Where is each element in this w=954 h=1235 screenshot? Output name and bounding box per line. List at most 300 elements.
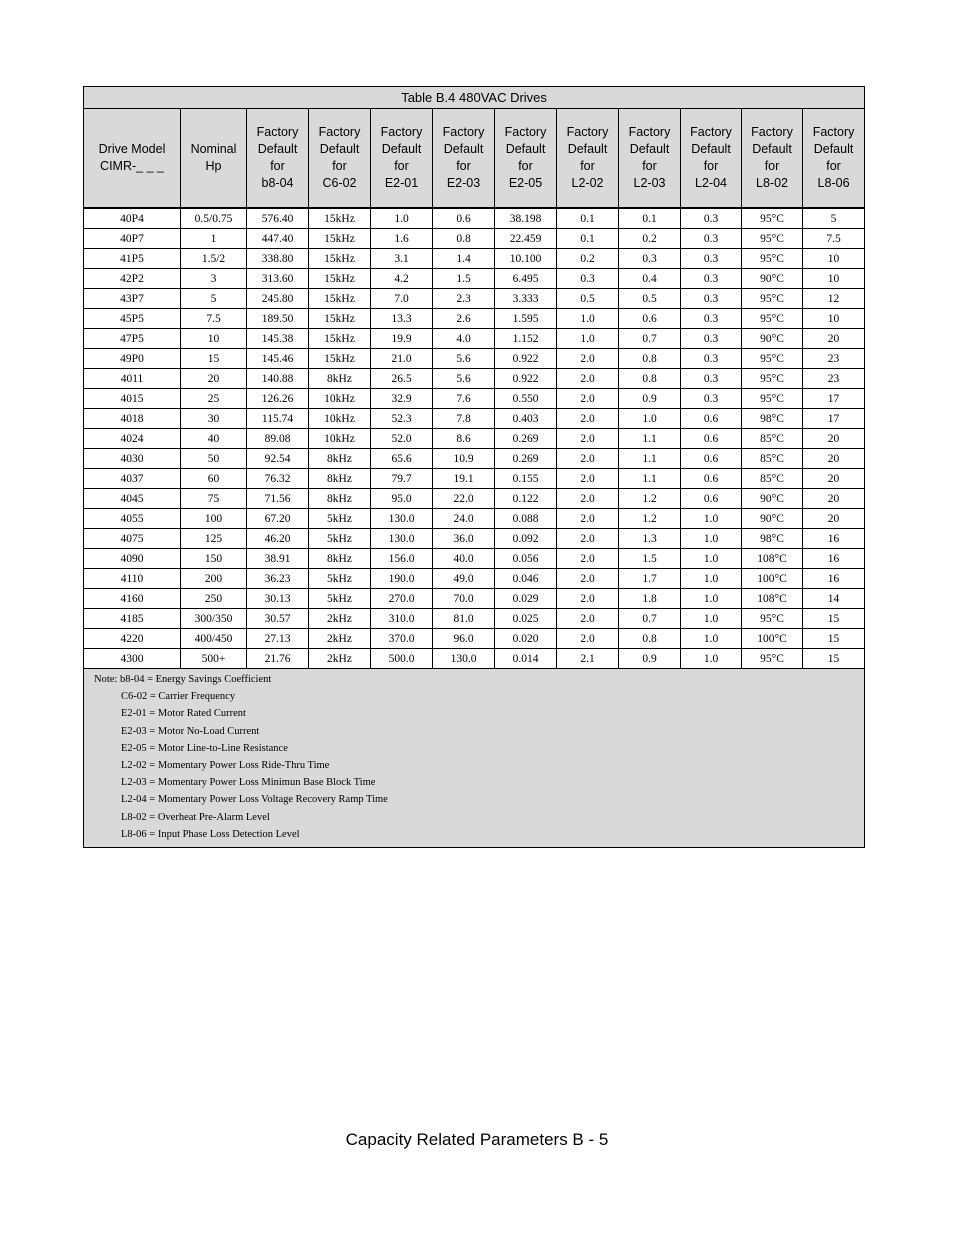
table-cell: 0.8	[619, 369, 681, 389]
table-cell: 15	[803, 649, 865, 669]
page-footer: Capacity Related Parameters B - 5	[345, 1130, 609, 1149]
note-line: E2-01 = Motor Rated Current	[121, 708, 246, 720]
table-row	[84, 469, 865, 489]
table-cell: 0.3	[557, 269, 619, 289]
note-line: L8-02 = Overheat Pre-Alarm Level	[121, 811, 270, 823]
table-cell: 15kHz	[309, 309, 371, 329]
table-cell: 4018	[84, 409, 181, 429]
table-cell: 21.76	[247, 649, 309, 669]
table-cell: 85°C	[742, 469, 803, 489]
table-cell: 15kHz	[309, 229, 371, 249]
table-cell: 52.3	[371, 409, 433, 429]
table-notes	[84, 669, 865, 848]
table-row	[84, 489, 865, 509]
table-cell: 0.2	[619, 229, 681, 249]
table-cell: 2.0	[557, 569, 619, 589]
table-row	[84, 429, 865, 449]
table-cell: 30.13	[247, 589, 309, 609]
table-cell: 45P5	[84, 309, 181, 329]
table-cell: 5kHz	[309, 529, 371, 549]
table-cell: 40.0	[433, 549, 495, 569]
table-cell: 40	[181, 429, 247, 449]
drive-parameters-table	[83, 86, 865, 848]
table-cell: 0.6	[681, 409, 742, 429]
table-cell: 2.0	[557, 549, 619, 569]
table-cell: 313.60	[247, 269, 309, 289]
table-cell: 52.0	[371, 429, 433, 449]
table-cell: 36.23	[247, 569, 309, 589]
table-cell: 2.0	[557, 529, 619, 549]
table-cell: 0.9	[619, 649, 681, 669]
table-row	[84, 269, 865, 289]
table-row	[84, 629, 865, 649]
table-cell: 370.0	[371, 629, 433, 649]
table-cell: 2.0	[557, 629, 619, 649]
table-cell: 20	[803, 429, 865, 449]
table-cell: 2.0	[557, 369, 619, 389]
table-cell: 49P0	[84, 349, 181, 369]
note-line: C6-02 = Carrier Frequency	[121, 691, 236, 703]
table-cell: 0.550	[495, 389, 557, 409]
table-cell: 190.0	[371, 569, 433, 589]
table-cell: 10kHz	[309, 429, 371, 449]
table-cell: 25	[181, 389, 247, 409]
note-line: L2-02 = Momentary Power Loss Ride-Thru Time	[121, 759, 330, 771]
table-cell: 8kHz	[309, 449, 371, 469]
table-cell: 17	[803, 409, 865, 429]
table-row	[84, 309, 865, 329]
table-cell: 95°C	[742, 229, 803, 249]
table-cell: 40P7	[84, 229, 181, 249]
column-header: Factory Default for L2-02	[557, 109, 619, 208]
table-row	[84, 389, 865, 409]
table-cell: 245.80	[247, 289, 309, 309]
table-cell: 100°C	[742, 629, 803, 649]
table-row	[84, 529, 865, 549]
table-cell: 2.0	[557, 509, 619, 529]
table-cell: 47P5	[84, 329, 181, 349]
table-row	[84, 289, 865, 309]
table-cell: 0.269	[495, 429, 557, 449]
table-cell: 17	[803, 389, 865, 409]
note-line: L2-04 = Momentary Power Loss Voltage Recovery Ramp Time	[121, 794, 388, 806]
table-cell: 100	[181, 509, 247, 529]
table-cell: 1.0	[619, 409, 681, 429]
table-cell: 1.0	[681, 589, 742, 609]
table-cell: 95°C	[742, 649, 803, 669]
table-cell: 2.0	[557, 489, 619, 509]
table-cell: 4011	[84, 369, 181, 389]
table-cell: 30.57	[247, 609, 309, 629]
table-cell: 95°C	[742, 369, 803, 389]
table-cell: 0.5/0.75	[181, 209, 247, 229]
table-cell: 95°C	[742, 249, 803, 269]
table-cell: 1.0	[681, 629, 742, 649]
table-cell: 5.6	[433, 349, 495, 369]
table-cell: 0.8	[433, 229, 495, 249]
note-line: L2-03 = Momentary Power Loss Minimun Base Block Time	[121, 777, 376, 789]
table-cell: 4075	[84, 529, 181, 549]
table-cell: 10.9	[433, 449, 495, 469]
table-cell: 4037	[84, 469, 181, 489]
table-cell: 14	[803, 589, 865, 609]
table-cell: 2.0	[557, 409, 619, 429]
table-cell: 3.333	[495, 289, 557, 309]
table-cell: 0.8	[619, 349, 681, 369]
table-cell: 6.495	[495, 269, 557, 289]
table-cell: 2.6	[433, 309, 495, 329]
table-cell: 4160	[84, 589, 181, 609]
table-cell: 1.8	[619, 589, 681, 609]
table-cell: 1.0	[681, 529, 742, 549]
column-header: Factory Default for b8-04	[247, 109, 309, 208]
table-cell: 4.2	[371, 269, 433, 289]
table-cell: 125	[181, 529, 247, 549]
table-cell: 200	[181, 569, 247, 589]
column-header: Drive Model CIMR-_ _ _	[84, 109, 181, 208]
table-cell: 1.5	[433, 269, 495, 289]
table-cell: 49.0	[433, 569, 495, 589]
table-cell: 0.5	[557, 289, 619, 309]
table-cell: 21.0	[371, 349, 433, 369]
table-cell: 108°C	[742, 549, 803, 569]
table-cell: 22.0	[433, 489, 495, 509]
table-cell: 20	[803, 509, 865, 529]
table-cell: 0.6	[681, 489, 742, 509]
table-row	[84, 349, 865, 369]
table-cell: 270.0	[371, 589, 433, 609]
table-cell: 95°C	[742, 209, 803, 229]
table-cell: 16	[803, 569, 865, 589]
table-cell: 0.025	[495, 609, 557, 629]
table-cell: 0.3	[619, 249, 681, 269]
table-cell: 32.9	[371, 389, 433, 409]
table-cell: 0.092	[495, 529, 557, 549]
table-cell: 95°C	[742, 289, 803, 309]
table-cell: 24.0	[433, 509, 495, 529]
table-cell: 12	[803, 289, 865, 309]
table-cell: 576.40	[247, 209, 309, 229]
table-cell: 0.1	[557, 209, 619, 229]
table-cell: 0.046	[495, 569, 557, 589]
table-cell: 13.3	[371, 309, 433, 329]
table-cell: 15	[803, 629, 865, 649]
table-cell: 0.3	[681, 369, 742, 389]
column-header: Factory Default for C6-02	[309, 109, 371, 208]
table-cell: 95°C	[742, 609, 803, 629]
table-cell: 27.13	[247, 629, 309, 649]
table-row	[84, 549, 865, 569]
table-cell: 4024	[84, 429, 181, 449]
column-header: Factory Default for E2-05	[495, 109, 557, 208]
table-cell: 95°C	[742, 309, 803, 329]
table-cell: 5	[803, 209, 865, 229]
table-cell: 85°C	[742, 429, 803, 449]
table-cell: 85°C	[742, 449, 803, 469]
table-cell: 90°C	[742, 269, 803, 289]
table-cell: 8.6	[433, 429, 495, 449]
table-cell: 1.0	[557, 329, 619, 349]
table-cell: 0.7	[619, 329, 681, 349]
table-cell: 0.056	[495, 549, 557, 569]
table-cell: 75	[181, 489, 247, 509]
table-cell: 15kHz	[309, 329, 371, 349]
table-cell: 2kHz	[309, 649, 371, 669]
table-cell: 10	[803, 249, 865, 269]
table-row	[84, 329, 865, 349]
table-cell: 23	[803, 369, 865, 389]
table-cell: 4015	[84, 389, 181, 409]
table-cell: 20	[803, 449, 865, 469]
note-line: E2-05 = Motor Line-to-Line Resistance	[121, 742, 288, 754]
table-cell: 4030	[84, 449, 181, 469]
table-cell: 16	[803, 549, 865, 569]
table-cell: 90°C	[742, 489, 803, 509]
table-cell: 1.5/2	[181, 249, 247, 269]
table-cell: 2.0	[557, 449, 619, 469]
table-cell: 2kHz	[309, 609, 371, 629]
table-cell: 0.5	[619, 289, 681, 309]
table-row	[84, 229, 865, 249]
table-cell: 19.9	[371, 329, 433, 349]
table-cell: 0.9	[619, 389, 681, 409]
table-cell: 4110	[84, 569, 181, 589]
table-cell: 4185	[84, 609, 181, 629]
table-cell: 81.0	[433, 609, 495, 629]
table-cell: 1.0	[681, 649, 742, 669]
table-cell: 2.0	[557, 429, 619, 449]
table-cell: 95°C	[742, 349, 803, 369]
table-cell: 4055	[84, 509, 181, 529]
table-body	[84, 209, 865, 669]
table-cell: 30	[181, 409, 247, 429]
table-cell: 140.88	[247, 369, 309, 389]
table-cell: 79.7	[371, 469, 433, 489]
table-cell: 1.7	[619, 569, 681, 589]
table-cell: 20	[803, 469, 865, 489]
table-cell: 0.1	[619, 209, 681, 229]
table-cell: 96.0	[433, 629, 495, 649]
table-cell: 0.403	[495, 409, 557, 429]
table-cell: 2.3	[433, 289, 495, 309]
column-header: Nominal Hp	[181, 109, 247, 208]
table-cell: 5.6	[433, 369, 495, 389]
table-cell: 0.3	[681, 309, 742, 329]
table-cell: 500+	[181, 649, 247, 669]
table-cell: 1.1	[619, 469, 681, 489]
table-cell: 22.459	[495, 229, 557, 249]
table-cell: 0.3	[681, 349, 742, 369]
table-cell: 1.0	[681, 509, 742, 529]
table-cell: 2.0	[557, 609, 619, 629]
table-row	[84, 449, 865, 469]
table-cell: 1.595	[495, 309, 557, 329]
table-cell: 0.122	[495, 489, 557, 509]
table-cell: 98°C	[742, 409, 803, 429]
table-cell: 20	[181, 369, 247, 389]
column-header: Factory Default for L2-04	[681, 109, 742, 208]
table-row	[84, 509, 865, 529]
table-row	[84, 409, 865, 429]
table-cell: 108°C	[742, 589, 803, 609]
table-cell: 0.014	[495, 649, 557, 669]
table-cell: 4.0	[433, 329, 495, 349]
table-cell: 0.020	[495, 629, 557, 649]
table-cell: 0.6	[681, 429, 742, 449]
table-cell: 0.3	[681, 329, 742, 349]
column-header: Factory Default for E2-01	[371, 109, 433, 208]
table-cell: 40P4	[84, 209, 181, 229]
table-cell: 8kHz	[309, 549, 371, 569]
table-cell: 1	[181, 229, 247, 249]
table-cell: 23	[803, 349, 865, 369]
table-cell: 36.0	[433, 529, 495, 549]
column-header: Factory Default for L2-03	[619, 109, 681, 208]
table-cell: 5	[181, 289, 247, 309]
table-cell: 15kHz	[309, 289, 371, 309]
table-cell: 71.56	[247, 489, 309, 509]
table-cell: 1.3	[619, 529, 681, 549]
table-header-row	[84, 109, 865, 208]
table-cell: 500.0	[371, 649, 433, 669]
table-cell: 0.3	[681, 269, 742, 289]
table-cell: 310.0	[371, 609, 433, 629]
table-cell: 4045	[84, 489, 181, 509]
table-cell: 447.40	[247, 229, 309, 249]
note-line: Note: b8-04 = Energy Savings Coefficient	[94, 674, 272, 685]
table-cell: 90°C	[742, 509, 803, 529]
table-cell: 400/450	[181, 629, 247, 649]
table-cell: 10	[803, 309, 865, 329]
table-cell: 0.922	[495, 349, 557, 369]
table-cell: 10kHz	[309, 389, 371, 409]
table-cell: 0.3	[681, 209, 742, 229]
note-line: L8-06 = Input Phase Loss Detection Level	[121, 828, 300, 840]
table-cell: 76.32	[247, 469, 309, 489]
column-header: Factory Default for L8-02	[742, 109, 803, 208]
table-cell: 1.6	[371, 229, 433, 249]
table-cell: 1.0	[371, 209, 433, 229]
table-cell: 0.922	[495, 369, 557, 389]
table-cell: 150	[181, 549, 247, 569]
table-cell: 0.3	[681, 389, 742, 409]
table-cell: 42P2	[84, 269, 181, 289]
table-cell: 15	[181, 349, 247, 369]
table-cell: 19.1	[433, 469, 495, 489]
table-cell: 130.0	[371, 509, 433, 529]
table-cell: 43P7	[84, 289, 181, 309]
table-cell: 8kHz	[309, 369, 371, 389]
table-cell: 15kHz	[309, 249, 371, 269]
table-row	[84, 249, 865, 269]
table-cell: 130.0	[433, 649, 495, 669]
table-row	[84, 369, 865, 389]
table-cell: 95.0	[371, 489, 433, 509]
table-cell: 7.8	[433, 409, 495, 429]
table-cell: 1.1	[619, 449, 681, 469]
table-cell: 338.80	[247, 249, 309, 269]
table-cell: 0.6	[619, 309, 681, 329]
table-cell: 67.20	[247, 509, 309, 529]
table-cell: 0.7	[619, 609, 681, 629]
table-cell: 92.54	[247, 449, 309, 469]
table-cell: 1.0	[681, 569, 742, 589]
table-cell: 8kHz	[309, 469, 371, 489]
table-cell: 3.1	[371, 249, 433, 269]
table-cell: 4220	[84, 629, 181, 649]
table-cell: 60	[181, 469, 247, 489]
table-cell: 1.1	[619, 429, 681, 449]
table-cell: 156.0	[371, 549, 433, 569]
table-cell: 1.5	[619, 549, 681, 569]
table-cell: 38.198	[495, 209, 557, 229]
table-row	[84, 589, 865, 609]
table-cell: 7.6	[433, 389, 495, 409]
table-cell: 5kHz	[309, 589, 371, 609]
table-cell: 0.029	[495, 589, 557, 609]
table-cell: 0.8	[619, 629, 681, 649]
table-cell: 4300	[84, 649, 181, 669]
table-row	[84, 569, 865, 589]
table-cell: 0.2	[557, 249, 619, 269]
table-cell: 89.08	[247, 429, 309, 449]
table-cell: 5kHz	[309, 569, 371, 589]
table-cell: 5kHz	[309, 509, 371, 529]
table-cell: 1.0	[681, 609, 742, 629]
table-cell: 41P5	[84, 249, 181, 269]
table-cell: 1.0	[681, 549, 742, 569]
table-cell: 100°C	[742, 569, 803, 589]
table-cell: 300/350	[181, 609, 247, 629]
table-cell: 7.5	[181, 309, 247, 329]
table-cell: 15kHz	[309, 269, 371, 289]
column-header: Factory Default for L8-06	[803, 109, 865, 208]
table-cell: 0.088	[495, 509, 557, 529]
note-line: E2-03 = Motor No-Load Current	[121, 725, 260, 737]
table-cell: 2.0	[557, 469, 619, 489]
table-cell: 20	[803, 329, 865, 349]
table-cell: 8kHz	[309, 489, 371, 509]
table-cell: 2.1	[557, 649, 619, 669]
table-cell: 0.269	[495, 449, 557, 469]
table-cell: 250	[181, 589, 247, 609]
table-cell: 10kHz	[309, 409, 371, 429]
table-cell: 0.3	[681, 289, 742, 309]
table-cell: 2.0	[557, 589, 619, 609]
table-cell: 0.1	[557, 229, 619, 249]
table-cell: 90°C	[742, 329, 803, 349]
table-cell: 70.0	[433, 589, 495, 609]
table-cell: 189.50	[247, 309, 309, 329]
table-cell: 4090	[84, 549, 181, 569]
table-cell: 26.5	[371, 369, 433, 389]
table-cell: 1.2	[619, 509, 681, 529]
table-cell: 1.2	[619, 489, 681, 509]
table-cell: 65.6	[371, 449, 433, 469]
table-cell: 2kHz	[309, 629, 371, 649]
table-cell: 0.6	[681, 449, 742, 469]
table-cell: 10	[181, 329, 247, 349]
column-header: Factory Default for E2-03	[433, 109, 495, 208]
table-cell: 1.152	[495, 329, 557, 349]
table-cell: 15kHz	[309, 209, 371, 229]
table-cell: 10.100	[495, 249, 557, 269]
table-cell: 20	[803, 489, 865, 509]
table-cell: 145.38	[247, 329, 309, 349]
table-cell: 0.3	[681, 249, 742, 269]
table-cell: 7.5	[803, 229, 865, 249]
table-cell: 2.0	[557, 349, 619, 369]
